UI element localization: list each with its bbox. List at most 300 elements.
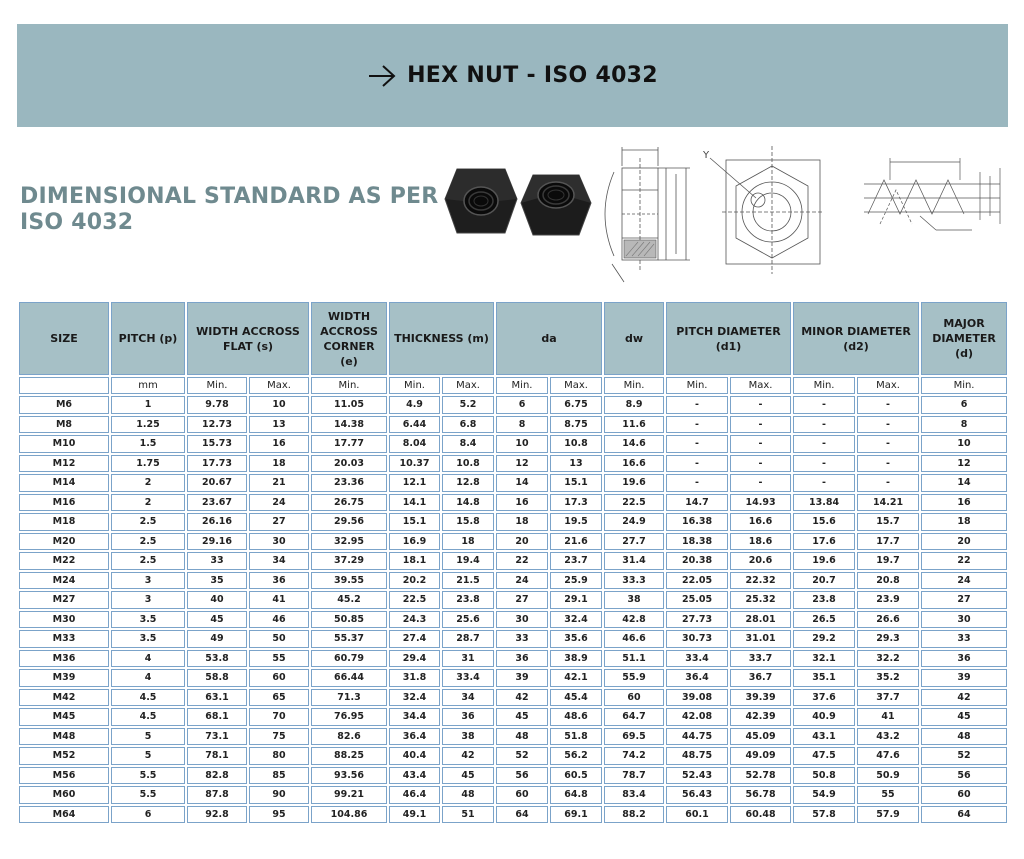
value-cell: 16.6 [604, 455, 664, 473]
value-cell: - [666, 474, 728, 492]
header-pitch-diameter: PITCH DIAMETER (d1) [666, 302, 791, 375]
table-row [19, 416, 1007, 434]
value-cell: 2.5 [111, 513, 185, 531]
value-cell: 10 [921, 435, 1007, 453]
value-cell: 14.7 [666, 494, 728, 512]
value-cell: 14.38 [311, 416, 387, 434]
value-cell: 37.6 [793, 689, 855, 707]
value-cell: 20.6 [730, 552, 791, 570]
value-cell: 1 [111, 396, 185, 414]
value-cell: - [666, 416, 728, 434]
value-cell: 27 [249, 513, 309, 531]
value-cell: 39.55 [311, 572, 387, 590]
value-cell: 35.2 [857, 669, 919, 687]
value-cell: 33.4 [666, 650, 728, 668]
value-cell: 29.1 [550, 591, 602, 609]
header-da: da [496, 302, 602, 375]
value-cell: 20 [496, 533, 548, 551]
value-cell: 29.56 [311, 513, 387, 531]
value-cell: 22.32 [730, 572, 791, 590]
value-cell: 18 [442, 533, 494, 551]
value-cell: 17.73 [187, 455, 247, 473]
value-cell: 10 [249, 396, 309, 414]
value-cell: 26.5 [793, 611, 855, 629]
value-cell: 33 [187, 552, 247, 570]
value-cell: 85 [249, 767, 309, 785]
value-cell: - [793, 435, 855, 453]
value-cell: 69.1 [550, 806, 602, 824]
value-cell: 34 [442, 689, 494, 707]
subheader-cell: Max. [550, 377, 602, 394]
value-cell: 34.4 [389, 708, 440, 726]
header-width-across-corner: WIDTH ACCROSS CORNER (e) [311, 302, 387, 375]
value-cell: 25.9 [550, 572, 602, 590]
table-row [19, 474, 1007, 492]
subheader-cell: Min. [311, 377, 387, 394]
value-cell: 33.4 [442, 669, 494, 687]
value-cell: 20.2 [389, 572, 440, 590]
value-cell: 3 [111, 591, 185, 609]
value-cell: 36 [496, 650, 548, 668]
value-cell: 15.7 [857, 513, 919, 531]
value-cell: 69.5 [604, 728, 664, 746]
value-cell: 45 [921, 708, 1007, 726]
value-cell: 5 [111, 747, 185, 765]
value-cell: 104.86 [311, 806, 387, 824]
value-cell: 36.7 [730, 669, 791, 687]
size-cell: M30 [19, 611, 109, 629]
thread-profile-drawing [860, 154, 1010, 240]
title-banner [17, 24, 1008, 127]
value-cell: 16.9 [389, 533, 440, 551]
table-subheader-row [19, 377, 1007, 394]
size-cell: M14 [19, 474, 109, 492]
value-cell: 60.1 [666, 806, 728, 824]
value-cell: 30.73 [666, 630, 728, 648]
value-cell: 45 [442, 767, 494, 785]
value-cell: 74.2 [604, 747, 664, 765]
size-cell: M56 [19, 767, 109, 785]
value-cell: 45 [187, 611, 247, 629]
value-cell: 16 [249, 435, 309, 453]
value-cell: 52 [921, 747, 1007, 765]
value-cell: 49.1 [389, 806, 440, 824]
value-cell: 50 [249, 630, 309, 648]
header-width-across-flat: WIDTH ACCROSS FLAT (s) [187, 302, 309, 375]
value-cell: 23.67 [187, 494, 247, 512]
table-row [19, 513, 1007, 531]
value-cell: 33 [496, 630, 548, 648]
value-cell: 92.8 [187, 806, 247, 824]
value-cell: 56.2 [550, 747, 602, 765]
subtitle-line-2: ISO 4032 [20, 210, 134, 235]
table-row [19, 689, 1007, 707]
value-cell: 13 [249, 416, 309, 434]
value-cell: 32.4 [550, 611, 602, 629]
size-cell: M33 [19, 630, 109, 648]
value-cell: 25.05 [666, 591, 728, 609]
value-cell: 12.73 [187, 416, 247, 434]
size-cell: M60 [19, 786, 109, 804]
value-cell: 41 [857, 708, 919, 726]
value-cell: 12 [921, 455, 1007, 473]
value-cell: 95 [249, 806, 309, 824]
value-cell: 60.5 [550, 767, 602, 785]
value-cell: 2.5 [111, 552, 185, 570]
value-cell: 60 [249, 669, 309, 687]
subheader-cell: Min. [187, 377, 247, 394]
table-row [19, 552, 1007, 570]
dimension-table-container [17, 300, 1009, 825]
value-cell: - [666, 396, 728, 414]
size-cell: M10 [19, 435, 109, 453]
value-cell: 27.7 [604, 533, 664, 551]
value-cell: 14.1 [389, 494, 440, 512]
value-cell: 35 [187, 572, 247, 590]
value-cell: 31.01 [730, 630, 791, 648]
value-cell: 31.8 [389, 669, 440, 687]
value-cell: 12 [496, 455, 548, 473]
size-cell: M18 [19, 513, 109, 531]
value-cell: 3 [111, 572, 185, 590]
value-cell: 18 [921, 513, 1007, 531]
value-cell: 21 [249, 474, 309, 492]
value-cell: 45.2 [311, 591, 387, 609]
value-cell: - [793, 455, 855, 473]
value-cell: 8 [496, 416, 548, 434]
value-cell: - [793, 396, 855, 414]
value-cell: 57.8 [793, 806, 855, 824]
size-cell: M20 [19, 533, 109, 551]
value-cell: 16.38 [666, 513, 728, 531]
value-cell: 47.5 [793, 747, 855, 765]
value-cell: 11.6 [604, 416, 664, 434]
value-cell: 75 [249, 728, 309, 746]
table-row [19, 494, 1007, 512]
table-row [19, 786, 1007, 804]
value-cell: 27 [496, 591, 548, 609]
value-cell: 27 [921, 591, 1007, 609]
value-cell: 18.38 [666, 533, 728, 551]
size-cell: M12 [19, 455, 109, 473]
value-cell: 51.8 [550, 728, 602, 746]
value-cell: 30 [921, 611, 1007, 629]
value-cell: 22 [921, 552, 1007, 570]
value-cell: 46.4 [389, 786, 440, 804]
value-cell: 51.1 [604, 650, 664, 668]
value-cell: 32.1 [793, 650, 855, 668]
value-cell: 24.9 [604, 513, 664, 531]
value-cell: - [666, 455, 728, 473]
subheader-cell: Min. [389, 377, 440, 394]
value-cell: 15.73 [187, 435, 247, 453]
value-cell: 22.5 [604, 494, 664, 512]
value-cell: 26.75 [311, 494, 387, 512]
value-cell: 14.21 [857, 494, 919, 512]
value-cell: 20.8 [857, 572, 919, 590]
value-cell: 4.5 [111, 689, 185, 707]
table-header-row [19, 302, 1007, 375]
value-cell: 1.25 [111, 416, 185, 434]
size-cell: M39 [19, 669, 109, 687]
value-cell: 33 [921, 630, 1007, 648]
drawing-label-y: Y [703, 150, 710, 161]
value-cell: 64.7 [604, 708, 664, 726]
value-cell: 25.6 [442, 611, 494, 629]
value-cell: 14.6 [604, 435, 664, 453]
value-cell: 13.84 [793, 494, 855, 512]
value-cell: 52 [496, 747, 548, 765]
value-cell: 63.1 [187, 689, 247, 707]
header-dw: dw [604, 302, 664, 375]
value-cell: 82.6 [311, 728, 387, 746]
value-cell: 31 [442, 650, 494, 668]
value-cell: 36.4 [666, 669, 728, 687]
size-cell: M36 [19, 650, 109, 668]
value-cell: - [730, 474, 791, 492]
value-cell: - [857, 455, 919, 473]
table-row [19, 455, 1007, 473]
value-cell: 65 [249, 689, 309, 707]
value-cell: 4.9 [389, 396, 440, 414]
table-row [19, 669, 1007, 687]
value-cell: - [666, 435, 728, 453]
header-thickness: THICKNESS (m) [389, 302, 494, 375]
header-size: SIZE [19, 302, 109, 375]
value-cell: 20 [921, 533, 1007, 551]
value-cell: 15.1 [550, 474, 602, 492]
value-cell: 83.4 [604, 786, 664, 804]
value-cell: 18.6 [730, 533, 791, 551]
value-cell: 8.04 [389, 435, 440, 453]
value-cell: - [857, 435, 919, 453]
value-cell: 60 [496, 786, 548, 804]
value-cell: 50.85 [311, 611, 387, 629]
value-cell: 45 [496, 708, 548, 726]
value-cell: 3.5 [111, 611, 185, 629]
value-cell: 19.6 [793, 552, 855, 570]
value-cell: 11.05 [311, 396, 387, 414]
table-row [19, 728, 1007, 746]
value-cell: 48.6 [550, 708, 602, 726]
value-cell: 48.75 [666, 747, 728, 765]
value-cell: 17.77 [311, 435, 387, 453]
value-cell: 58.8 [187, 669, 247, 687]
value-cell: 39 [496, 669, 548, 687]
dimension-table [17, 300, 1009, 825]
value-cell: 52.78 [730, 767, 791, 785]
value-cell: 6.44 [389, 416, 440, 434]
hex-nut-photo-2 [519, 163, 593, 241]
value-cell: 23.7 [550, 552, 602, 570]
side-view-drawing [594, 144, 700, 284]
value-cell: 32.4 [389, 689, 440, 707]
value-cell: 30 [496, 611, 548, 629]
size-cell: M64 [19, 806, 109, 824]
value-cell: 26.16 [187, 513, 247, 531]
value-cell: 38 [604, 591, 664, 609]
table-row [19, 650, 1007, 668]
value-cell: 33.7 [730, 650, 791, 668]
value-cell: 8.75 [550, 416, 602, 434]
size-cell: M27 [19, 591, 109, 609]
value-cell: 4.5 [111, 708, 185, 726]
value-cell: 23.9 [857, 591, 919, 609]
value-cell: 48 [921, 728, 1007, 746]
value-cell: 36 [442, 708, 494, 726]
value-cell: 93.56 [311, 767, 387, 785]
value-cell: 8.4 [442, 435, 494, 453]
value-cell: 29.16 [187, 533, 247, 551]
value-cell: 42 [442, 747, 494, 765]
value-cell: 52.43 [666, 767, 728, 785]
value-cell: 20.03 [311, 455, 387, 473]
value-cell: 15.8 [442, 513, 494, 531]
value-cell: 17.3 [550, 494, 602, 512]
value-cell: 6 [111, 806, 185, 824]
value-cell: 41 [249, 591, 309, 609]
value-cell: 16 [921, 494, 1007, 512]
value-cell: 34 [249, 552, 309, 570]
table-row [19, 611, 1007, 629]
value-cell: 76.95 [311, 708, 387, 726]
value-cell: 16 [496, 494, 548, 512]
value-cell: 46 [249, 611, 309, 629]
value-cell: 56.43 [666, 786, 728, 804]
value-cell: 20.38 [666, 552, 728, 570]
value-cell: 17.7 [857, 533, 919, 551]
table-row [19, 396, 1007, 414]
value-cell: 36.4 [389, 728, 440, 746]
value-cell: 23.8 [793, 591, 855, 609]
value-cell: 42.1 [550, 669, 602, 687]
value-cell: 8 [921, 416, 1007, 434]
value-cell: 2 [111, 494, 185, 512]
value-cell: 12.1 [389, 474, 440, 492]
value-cell: 23.8 [442, 591, 494, 609]
value-cell: 64 [496, 806, 548, 824]
value-cell: 78.7 [604, 767, 664, 785]
hex-nut-photo-1 [443, 163, 519, 241]
value-cell: 19.7 [857, 552, 919, 570]
value-cell: 50.8 [793, 767, 855, 785]
value-cell: 73.1 [187, 728, 247, 746]
value-cell: 21.5 [442, 572, 494, 590]
value-cell: 60.48 [730, 806, 791, 824]
size-cell: M42 [19, 689, 109, 707]
top-view-drawing [700, 144, 830, 276]
value-cell: 6.75 [550, 396, 602, 414]
value-cell: 60.79 [311, 650, 387, 668]
value-cell: 18 [496, 513, 548, 531]
value-cell: 38.9 [550, 650, 602, 668]
subheader-cell: Max. [442, 377, 494, 394]
value-cell: 43.2 [857, 728, 919, 746]
value-cell: 28.01 [730, 611, 791, 629]
value-cell: 2.5 [111, 533, 185, 551]
value-cell: - [730, 455, 791, 473]
value-cell: 1.75 [111, 455, 185, 473]
value-cell: 18 [249, 455, 309, 473]
value-cell: 48 [442, 786, 494, 804]
value-cell: 4 [111, 650, 185, 668]
value-cell: 6.8 [442, 416, 494, 434]
value-cell: 99.21 [311, 786, 387, 804]
table-row [19, 708, 1007, 726]
subheader-cell: Max. [249, 377, 309, 394]
value-cell: 12.8 [442, 474, 494, 492]
value-cell: 22.5 [389, 591, 440, 609]
value-cell: 25.32 [730, 591, 791, 609]
value-cell: 15.6 [793, 513, 855, 531]
value-cell: 44.75 [666, 728, 728, 746]
value-cell: 21.6 [550, 533, 602, 551]
value-cell: 37.29 [311, 552, 387, 570]
value-cell: 45.4 [550, 689, 602, 707]
value-cell: 78.1 [187, 747, 247, 765]
value-cell: 39 [921, 669, 1007, 687]
value-cell: 50.9 [857, 767, 919, 785]
subheader-cell: Max. [857, 377, 919, 394]
value-cell: 3.5 [111, 630, 185, 648]
value-cell: 54.9 [793, 786, 855, 804]
value-cell: 2 [111, 474, 185, 492]
value-cell: - [793, 474, 855, 492]
value-cell: 27.73 [666, 611, 728, 629]
value-cell: 40 [187, 591, 247, 609]
value-cell: 82.8 [187, 767, 247, 785]
value-cell: 45.09 [730, 728, 791, 746]
value-cell: - [730, 435, 791, 453]
subheader-cell: mm [111, 377, 185, 394]
value-cell: 39.08 [666, 689, 728, 707]
value-cell: 80 [249, 747, 309, 765]
value-cell: 60 [604, 689, 664, 707]
value-cell: 43.1 [793, 728, 855, 746]
size-cell: M16 [19, 494, 109, 512]
value-cell: - [793, 416, 855, 434]
value-cell: 56 [921, 767, 1007, 785]
page-title: HEX NUT - ISO 4032 [407, 63, 658, 88]
value-cell: 5.5 [111, 767, 185, 785]
value-cell: 40.9 [793, 708, 855, 726]
size-cell: M6 [19, 396, 109, 414]
subheader-cell: Min. [496, 377, 548, 394]
table-row [19, 533, 1007, 551]
value-cell: 42 [921, 689, 1007, 707]
value-cell: 55 [249, 650, 309, 668]
value-cell: 36 [921, 650, 1007, 668]
value-cell: 29.3 [857, 630, 919, 648]
value-cell: 57.9 [857, 806, 919, 824]
value-cell: 60 [921, 786, 1007, 804]
value-cell: - [857, 416, 919, 434]
value-cell: 42.8 [604, 611, 664, 629]
value-cell: - [730, 396, 791, 414]
value-cell: 26.6 [857, 611, 919, 629]
value-cell: 32.2 [857, 650, 919, 668]
value-cell: - [857, 396, 919, 414]
value-cell: 24 [496, 572, 548, 590]
subheader-cell: Min. [604, 377, 664, 394]
value-cell: 37.7 [857, 689, 919, 707]
value-cell: 24 [921, 572, 1007, 590]
value-cell: 22 [496, 552, 548, 570]
subtitle-line-1: DIMENSIONAL STANDARD AS PER [20, 184, 439, 209]
value-cell: 38 [442, 728, 494, 746]
value-cell: 43.4 [389, 767, 440, 785]
value-cell: 6 [496, 396, 548, 414]
